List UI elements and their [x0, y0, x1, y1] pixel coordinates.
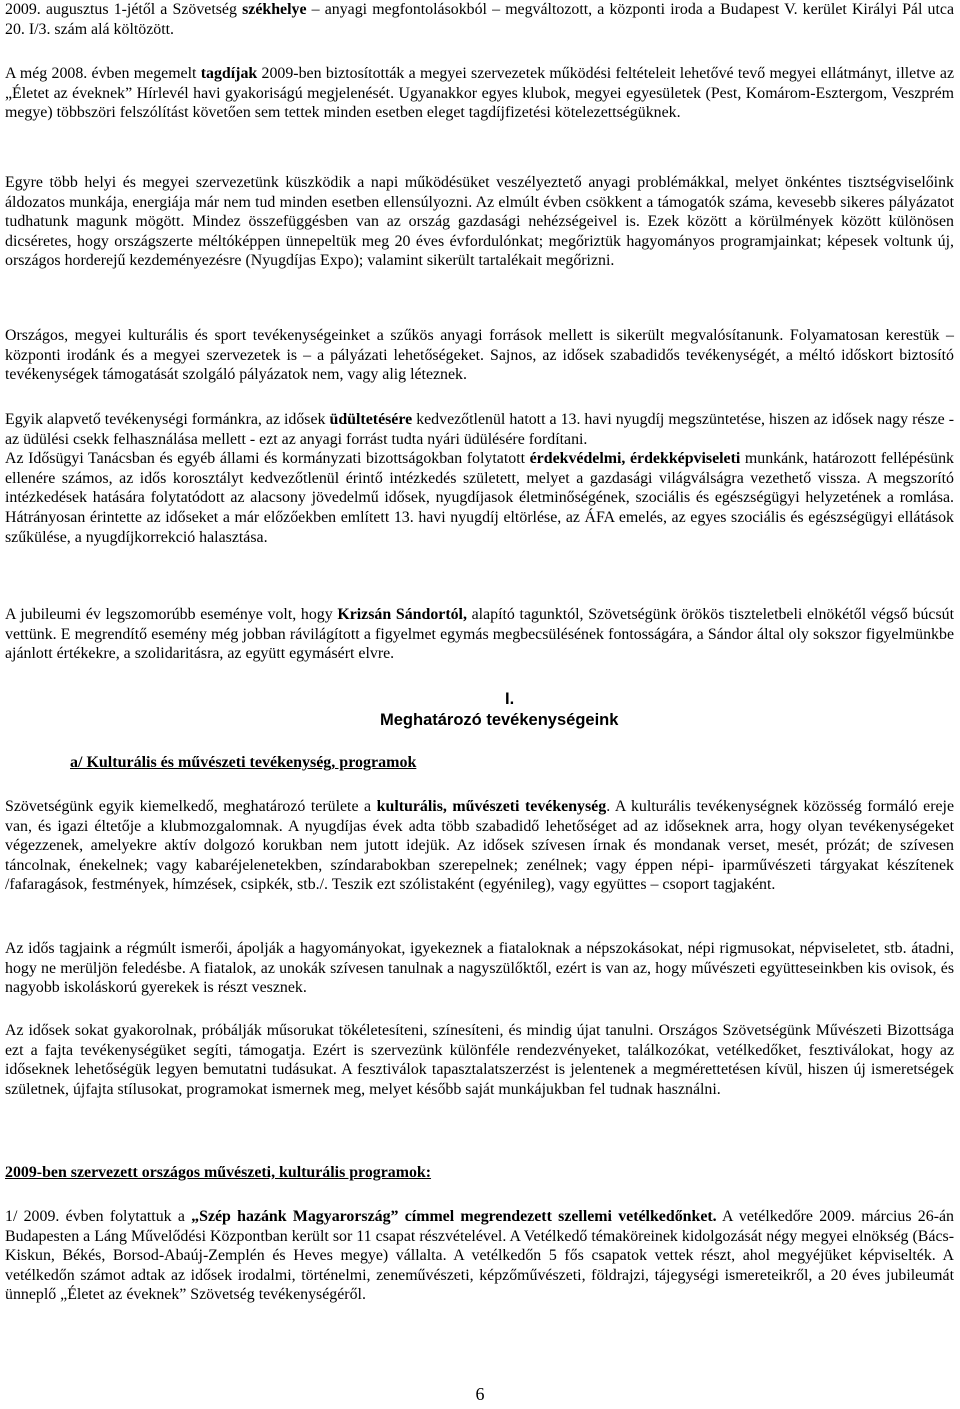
- subsection-title: a/ Kulturális és művészeti tevékenység, programok: [70, 754, 417, 771]
- paragraph-program-1: 1/ 2009. évben folytattuk a „Szép hazánk Magyarország” címmel megrendezett szellemi vetélkedőnket. A vetélkedőre 2009. március 26-án Budapesten a Láng Művelődési Központban került sor 11 csapat részvételével. A Vetélkedő témaköreinek kidolgozását négy megyei elnökség (Bács-Kiskun, Békés, Borsod-Abaúj-Zemplén és Heves megye) vállalta. A vetélkedőn 5 fős csapatok vettek részt, ahol megyéjüket képviselték. A vetélkedőn számot adtak az idősek irodalmi, történelmi, zeneművészeti, képzőművészeti, földrajzi, tájegységi ismereteikről, a 20 éves jubileumát ünneplő „Életet az éveknek” Szövetség tevékenységéről.: [5, 1208, 954, 1304]
- section-numeral: I.: [505, 690, 515, 708]
- paragraph-national-activities: Országos, megyei kulturális és sport tevékenységeinket a szűkös anyagi források mellett is sikerült megvalósítanunk. Folyamatosan kerestük – központi irodánk és a megyei szervezetek is – a pályázati lehetőségeket. Sajnos, az idősek szabadidős tevékenységét, a méltó időskort biztosító tevékenységek támogatását szolgáló pályázatok nem, vagy alig léteznek.: [5, 327, 954, 384]
- paragraph-local-organizations: Egyre több helyi és megyei szervezetünk küszködik a napi működésüket veszélyeztető anyagi problémákkal, melyet önkéntes tisztségviselőink áldozatos munkája, energiája már nem tud minden esetben ellensúlyozni. Az elmúlt évben csökkent a támogatók száma, kevesebb sikeres pályázatot tudhatunk magunk mögött. Mindez összefüggésben van az ország gazdasági nehézségeivel is. Ezek között a körülmények között különösen dicséretes, hogy országszerte méltóképpen ünnepeltük meg 20 éves évfordulónkat; megőriztük hagyományos programjainkat; képesek voltunk új, országos horderejű kezdeményezésre (Nyugdíjas Expo); valamint sikerült tartalékait megőrizni.: [5, 174, 954, 270]
- paragraph-headquarters: 2009. augusztus 1-jétől a Szövetség székhelye – anyagi megfontolásokból – megváltozott, a központi iroda a Budapest V. kerület Királyi Pál utca 20. I/3. szám alá költözött.: [5, 1, 954, 38]
- paragraph-practice-festivals: Az idősek sokat gyakorolnak, próbálják műsorukat tökéletesíteni, színesíteni, és mindig újat tanulni. Országos Szövetségünk Művészeti Bizottsága ezt a fajta tevékenységüket segíti, támogatja. Ezért is szervezünk különféle rendezvényeket, találkozókat, vetélkedőket, fesztiválokat, hogy az időseknek lehetőségük legyen bemutatni tudásukat. A fesztiválok tapasztalatszerzést is jelentenek a megmérettetésen kívül, hiszen új ismeretségek születnek, újfajta stílusokat, programokat ismernek meg, melyet később saját munkájukban fel tudnak használni.: [5, 1022, 954, 1098]
- paragraph-traditions: Az idős tagjaink a régmúlt ismerői, ápolják a hagyományokat, igyekeznek a fiataloknak a népszokásokat, népi rigmusokat, népviseletet, stb. átadni, hogy ne merüljön feledésbe. A fiatalok, az unokák szívesen tanulnak a nagyszülőktől, ezért is van az, hogy művészeti együtteseinkben kis ovisok, és nagyobb iskoláskorú gyerekek is részt vesznek.: [5, 940, 954, 997]
- page-number: 6: [475, 1384, 485, 1404]
- programs-heading: 2009-ben szervezett országos művészeti, kulturális programok:: [5, 1164, 432, 1181]
- paragraph-cultural-activity: Szövetségünk egyik kiemelkedő, meghatározó területe a kulturális, művészeti tevékenység. A kulturális tevékenységnek közösség formáló ereje van, és igazi éltetője a klubmozgalomnak. A nyugdíjas évek adta több szabadidő lehetőséget ad az időseknek arra, hogy olyan tevékenységeket végezzenek, amelyekre aktív dolgozó korukban nem jutott idejük. Az idősek szívesen írnak és mondanak verset, mesét, prózát; de szívesen táncolnak, énekelnek; vagy kabaréjelenetekben, színdarabokban szerepelnek; zenélnek; vagy éppen népi- iparművészeti tárgyakat készítenek /fafaragások, festmények, hímzések, csipkék, stb./. Teszik ezt szólistaként (egyénileg), vagy együttes – csoport tagjaként.: [5, 798, 955, 894]
- section-title: Meghatározó tevékenységeink: [380, 711, 619, 729]
- paragraph-jubilee: A jubileumi év legszomorúbb eseménye volt, hogy Krizsán Sándortól, alapító tagunktól, Szövetségünk örökös tiszteletbeli elnökétől végső búcsút vettünk. E megrendítő esemény még jobban rávilágított a figyelmet egymás megbecsülésének fontosságára, a Sándor által oly sokszor figyelmünkbe ajánlott értékekre, a szolidaritásra, az együtt egymásért elvre.: [5, 606, 955, 663]
- paragraph-holidays-advocacy: Egyik alapvető tevékenységi formánkra, az idősek üdültetésére kedvezőtlenül hatott a 13. havi nyugdíj megszüntetése, hiszen az idősek nagy része - az üdülési csekk felhasználása mellett - ezt az anyagi forrást tudta nyári üdülésére fordítani. Az Idősügyi Tanácsban és egyéb állami és kormányzati bizottságokban folytatott érdekvédelmi, érdekképviseleti munkánk, határozott fellépésünk ellenére számos, az idős korosztályt kedvezőtlenül érintő intézkedés született, melyet a gazdasági világválságra vezethető vissza. A megszorító intézkedések hatására folytatódott az alacsony jövedelmű idősek, nyugdíjasok életminőségének, szociális és egészségügyi helyzetének a romlása. Hátrányosan érintette az időseket a már előzőekben említett 13. havi nyugdíj eltörlése, az ÁFA emelés, az egyes szociális és egészségügyi ellátások szűkülése, a nyugdíjkorrekció halasztása.: [5, 411, 954, 546]
- paragraph-membership-fees: A még 2008. évben megemelt tagdíjak 2009-ben biztosították a megyei szervezetek működési feltételeit lehetővé tevő megyei ellátmányt, illetve az „Életet az éveknek” Hírlevél havi gyakoriságú megjelenését. Ugyanakkor egyes klubok, megyei egyesületek (Pest, Komárom-Esztergom, Veszprém megye) többszöri felszólítást követően sem tettek minden esetben eleget tagdíjfizetési kötelezettségüknek.: [5, 65, 954, 122]
